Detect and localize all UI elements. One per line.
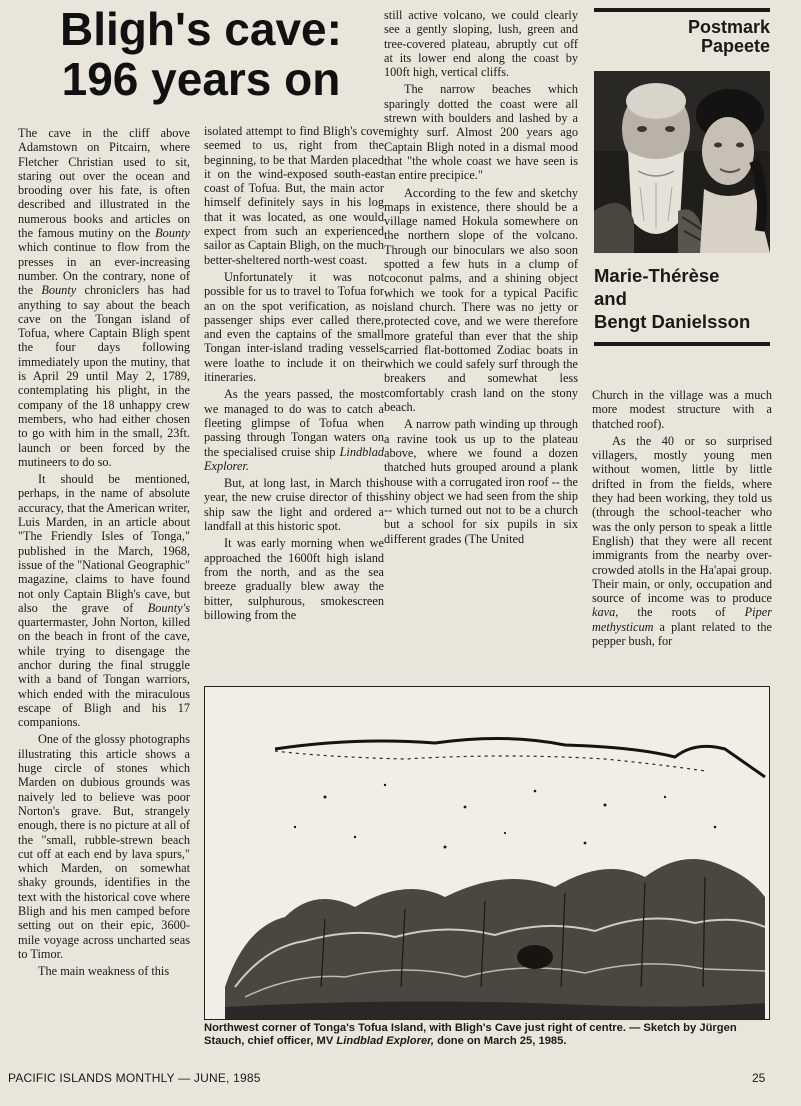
- author-photo: [594, 71, 770, 253]
- column-name-line-1: Postmark: [687, 17, 770, 37]
- paragraph: isolated attempt to find Bligh's cove seemed to us, right from the beginning, to be that Marden placed it on the wind-exposed south-east coast of Tofua. But, the main actor himself definitely says in his log that it was located, as one would expect from such an experienced sailor as Captain Bligh, on the much better-sheltered north-west coast.: [204, 124, 384, 267]
- column-sidebar: [594, 8, 770, 348]
- sketch-caption: Northwest corner of Tonga's Tofua Island, with Bligh's Cave just right of centre. — Sketch by Jürgen Stauch, chief officer, MV Lindblad Explorer, done on March 25, 1985.: [204, 1022, 737, 1047]
- article-headline: [20, 4, 382, 104]
- column-name-line-2: Papeete: [700, 36, 770, 56]
- publication-footer: PACIFIC ISLANDS MONTHLY — JUNE, 1985: [8, 1071, 261, 1085]
- paragraph: Church in the village was a much more modest structure with a thatched roof).: [592, 388, 772, 431]
- headline-line-2: 196 years on: [61, 53, 341, 105]
- sidebar-rule-top: [594, 8, 770, 12]
- paragraph: As the 40 or so surprised villagers, mostly young men without women, little by little drifted in from the fields, where they had been working, they told us (through the school-teacher who was the only person to speak a little English) that they were all recent immigrants from the nearby over-crowded atolls in the Ha'apai group. Their main, or only, occupation and source of income was to produce kava, the roots of Piper methysticum a plant related to the pepper bush, for: [592, 433, 772, 649]
- paragraph: The narrow beaches which sparingly dotted the coast were all strewn with boulders and lashed by a mighty surf. Almost 200 years ago Captain Bligh noted in a dismal mood that "the whole coast we have seen is an entire precipice.": [384, 82, 578, 183]
- author-names: [594, 264, 770, 333]
- text-column-3: [384, 8, 578, 549]
- paragraph: Unfortunately it was not possible for us to travel to Tofua for an on the spot verification, as no passenger ships ever called there, and even the captains of the small Tongan inter-island trading vessels were loathe to include it on their itineraries.: [204, 269, 384, 385]
- text-column-1: [18, 126, 190, 982]
- headline-line-1: Bligh's cave:: [60, 3, 342, 55]
- island-sketch: [204, 686, 770, 1020]
- paragraph: The main weakness of this: [38, 964, 170, 979]
- paragraph: The cave in the cliff above Adamstown on Pitcairn, where Fletcher Christian used to sit, staring out over the ocean and brooding over his fate, is often described and illustrated in the numerous books and articles on the famous mutiny on the Bounty which continue to flow from the presses in an ever-increasing number. On the contrary, none of the Bounty chroniclers has had anything to say about the beach cave on the Tongan island of Tofua, where Captain Bligh spent the four days following immediately upon the mutiny, that is April 29 until May 2, 1789, contemplating his plight, in the company of the 18 unhappy crew members, who had either chosen to go with him in the small, 23ft. launch or been forced by the mutineers to do so.: [18, 126, 190, 469]
- author-line-2: and: [594, 288, 627, 309]
- text-column-4: [592, 388, 772, 651]
- author-line-1: Marie-Thérèse: [594, 265, 720, 286]
- paragraph: still active volcano, we could clearly see a gently sloping, lush, green and tree-covered plateau, abruptly cut off at its lower end along the coast by 100ft high, vertical cliffs.: [384, 8, 578, 80]
- author-line-3: Bengt Danielsson: [594, 311, 751, 332]
- paragraph: As the years passed, the most we managed to do was to catch a fleeting glimpse of Tofua when passing through Tongan waters on the specialised cruise ship Lindblad Explorer.: [204, 387, 384, 473]
- paragraph: It was early morning when we approached the 1600ft high island from the north, and as the sea breeze gradually blew away the bitter, sulphurous, smokescreen billowing from the: [204, 536, 384, 622]
- text-column-2: [204, 124, 384, 625]
- sidebar-rule-bottom: [594, 342, 770, 346]
- paragraph: According to the few and sketchy maps in existence, there should be a village named Hokula somewhere on the northern slope of the volcano. Through our binoculars we also soon spotted a few huts in a clump of coconut palms, and a shining object which we took for a typical Pacific island church. There was no jetty or protected cove, and we were therefore more grateful than ever that the ship carried flat-bottomed Zodiac boats in which we could safely surf through the breakers and somewhat less comfortably crash land on the stony beach.: [384, 185, 578, 415]
- paragraph: A narrow path winding up through a ravine took us up to the plateau above, where we found a dozen thatched huts grouped around a plank house with a corrugated iron roof -- the shiny object we had seen from the ship -- which turned out not to be a church but a school for six pupils in six different grades (The United: [384, 417, 578, 546]
- paragraph: But, at long last, in March this year, the new cruise director of this ship saw the light and ordered a landfall at this historic spot.: [204, 476, 384, 534]
- paragraph: One of the glossy photographs illustrating this article shows a huge circle of stones which Marden on dubious grounds was naively led to believe was poor Norton's grave. But, strangely enough, there is no picture at all of the "small, rubble-strewn beach cut off at each end by lava spurs," which Marden, on somewhat shaky grounds, identifies in the text with the historical cove where Bligh and his men camped before setting out on their epic, 3600-mile voyage across uncharted seas to Timor.: [18, 732, 190, 961]
- page-number: 25: [752, 1071, 766, 1085]
- column-name: [594, 18, 770, 56]
- paragraph: It should be mentioned, perhaps, in the name of absolute accuracy, that the American writer, Luis Marden, in an article about "The Friendly Isles of Tonga," published in the March, 1968, issue of the "National Geographic" magazine, claims to have found not only Captain Bligh's cave, but also the grave of Bounty's quartermaster, John Norton, killed on the beach in front of the cave, while trying to disengage the anchor during the final struggle with a band of Tongan warriors, which ended with the miraculous escape of Bligh and his 17 companions.: [18, 472, 190, 730]
